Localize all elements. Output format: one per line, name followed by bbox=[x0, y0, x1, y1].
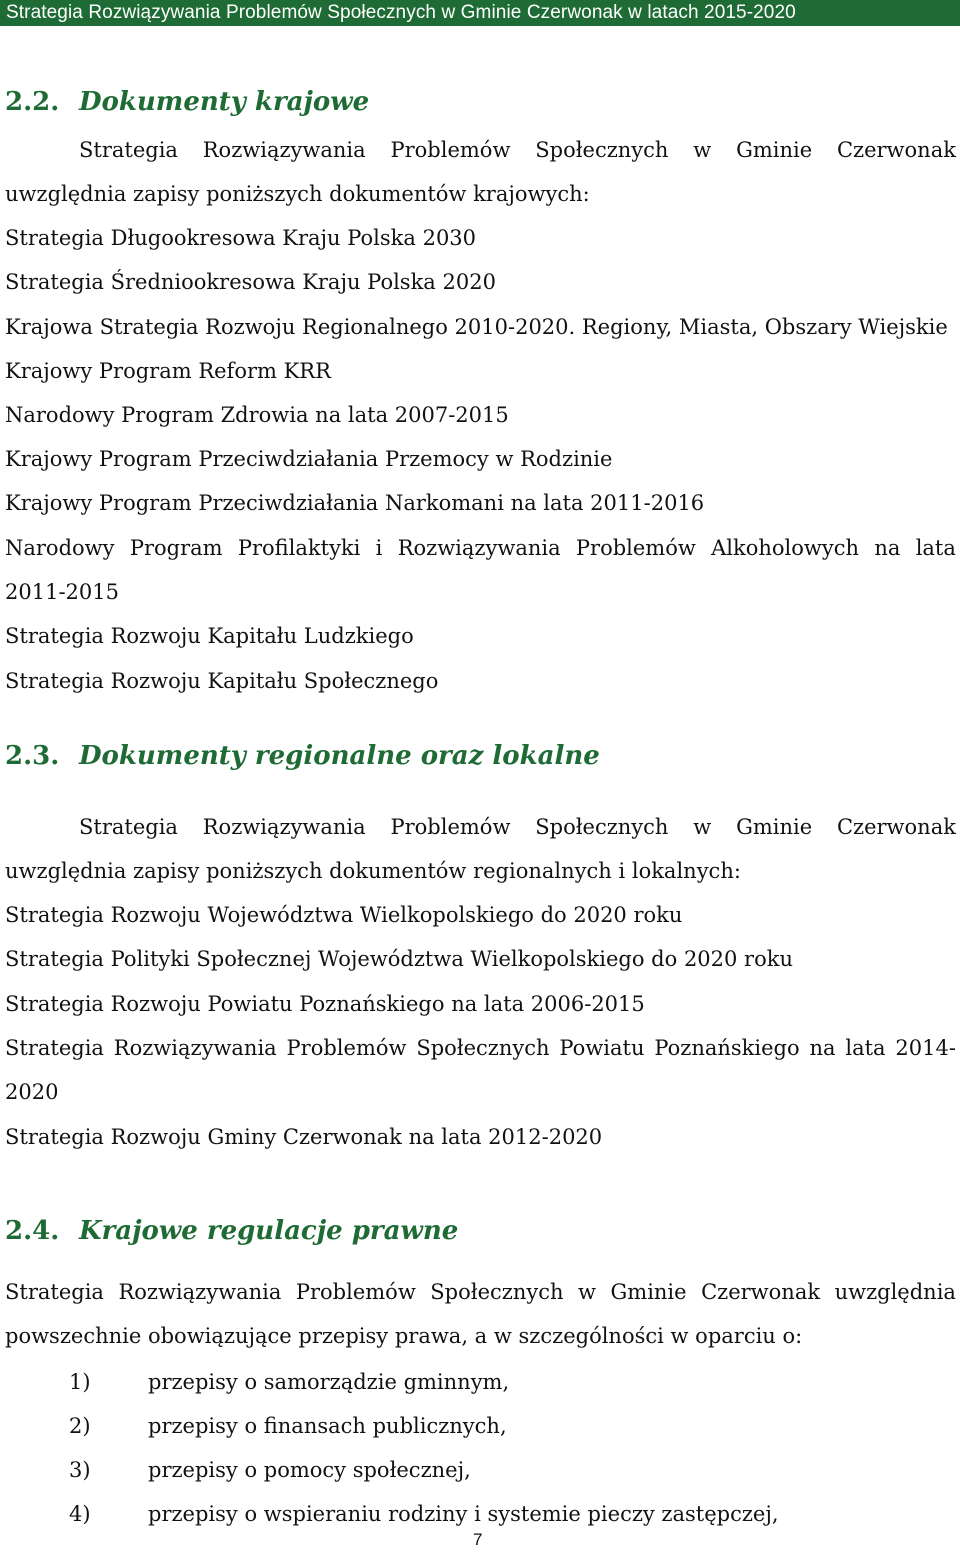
word: Strategia bbox=[79, 815, 178, 839]
word: Rozwiązywania bbox=[118, 1280, 282, 1304]
word: Gminie bbox=[736, 138, 813, 162]
word: Gminie bbox=[736, 815, 813, 839]
intro-line-2: uwzględnia zapisy poniższych dokumentów regionalnych i lokalnych: bbox=[5, 859, 741, 883]
word: Rozwiązywania bbox=[202, 138, 366, 162]
document-item: Strategia Długookresowa Kraju Polska 2030 bbox=[5, 226, 477, 250]
word: Strategia bbox=[5, 1280, 104, 1304]
word: w bbox=[693, 815, 712, 839]
document-item: Krajowy Program Przeciwdziałania Przemocy w Rodzinie bbox=[5, 447, 613, 471]
word: Rozwiązywania bbox=[113, 1036, 277, 1060]
section-title: Dokumenty regionalne oraz lokalne bbox=[79, 741, 600, 771]
document-item: Krajowy Program Przeciwdziałania Narkomani na lata 2011-2016 bbox=[5, 491, 705, 515]
document-item-wrapped-line-2: 2020 bbox=[5, 1080, 59, 1104]
list-number: 1) bbox=[69, 1370, 91, 1394]
section-title: Krajowe regulacje prawne bbox=[79, 1216, 459, 1246]
header-title: Strategia Rozwiązywania Problemów Społecznych w Gminie Czerwonak w latach 2015-2020 bbox=[6, 2, 796, 23]
section-number: 2.3. bbox=[5, 741, 60, 771]
word: Czerwonak bbox=[701, 1280, 821, 1304]
document-item: Strategia Rozwoju Kapitału Społecznego bbox=[5, 669, 439, 693]
word: Rozwiązywania bbox=[397, 536, 561, 560]
page-number: 7 bbox=[473, 1530, 483, 1549]
section-heading-2-2 bbox=[5, 86, 369, 118]
word: Społecznych bbox=[416, 1036, 550, 1060]
word: Strategia bbox=[79, 138, 178, 162]
section-heading-2-3 bbox=[5, 740, 600, 772]
section-number: 2.2. bbox=[5, 87, 60, 117]
list-item: przepisy o pomocy społecznej, bbox=[148, 1458, 471, 1482]
word: Problemów bbox=[390, 138, 511, 162]
word: i bbox=[375, 536, 383, 560]
word: Alkoholowych bbox=[711, 536, 860, 560]
list-item: przepisy o wspieraniu rodziny i systemie pieczy zastępczej, bbox=[148, 1502, 779, 1526]
word: Społecznych bbox=[430, 1280, 564, 1304]
word: Narodowy bbox=[5, 536, 115, 560]
word: Profilaktyki bbox=[237, 536, 361, 560]
document-item: Strategia Średniookresowa Kraju Polska 2020 bbox=[5, 270, 496, 294]
word: Społecznych bbox=[535, 138, 669, 162]
document-item: Strategia Rozwoju Województwa Wielkopolskiego do 2020 roku bbox=[5, 903, 683, 927]
document-item: Krajowy Program Reform KRR bbox=[5, 359, 331, 383]
section-title: Dokumenty krajowe bbox=[79, 87, 370, 117]
document-item: Strategia Rozwoju Powiatu Poznańskiego na lata 2006-2015 bbox=[5, 992, 645, 1016]
document-item: Strategia Rozwoju Gminy Czerwonak na lata 2012-2020 bbox=[5, 1125, 603, 1149]
word: Strategia bbox=[5, 1036, 104, 1060]
document-item: Krajowa Strategia Rozwoju Regionalnego 2010-2020. Regiony, Miasta, Obszary Wiejskie bbox=[5, 315, 948, 339]
word: lata bbox=[845, 1036, 886, 1060]
intro-line-1 bbox=[79, 137, 956, 163]
list-number: 4) bbox=[69, 1502, 91, 1526]
intro-line-2: uwzględnia zapisy poniższych dokumentów krajowych: bbox=[5, 182, 590, 206]
document-item-wrapped-line-1 bbox=[5, 535, 956, 561]
document-item: Strategia Rozwoju Kapitału Ludzkiego bbox=[5, 624, 414, 648]
word: Poznańskiego bbox=[654, 1036, 800, 1060]
word: Czerwonak bbox=[836, 815, 956, 839]
word: lata bbox=[915, 536, 956, 560]
intro-line-2: powszechnie obowiązujące przepisy prawa, a w szczególności w oparciu o: bbox=[5, 1324, 803, 1348]
word: Powiatu bbox=[559, 1036, 645, 1060]
document-item-wrapped-line-1 bbox=[5, 1035, 956, 1061]
word: Społecznych bbox=[535, 815, 669, 839]
document-item: Strategia Polityki Społecznej Województwa Wielkopolskiego do 2020 roku bbox=[5, 947, 793, 971]
intro-line-1 bbox=[5, 1279, 956, 1305]
section-heading-2-4 bbox=[5, 1215, 458, 1247]
word: Problemów bbox=[295, 1280, 416, 1304]
word: w bbox=[578, 1280, 596, 1304]
list-item: przepisy o samorządzie gminnym, bbox=[148, 1370, 510, 1394]
word: na bbox=[874, 536, 901, 560]
word: uwzględnia bbox=[834, 1280, 956, 1304]
word: Rozwiązywania bbox=[202, 815, 366, 839]
word: Problemów bbox=[286, 1036, 407, 1060]
list-item: przepisy o finansach publicznych, bbox=[148, 1414, 507, 1438]
word: w bbox=[693, 138, 712, 162]
word: Gminie bbox=[610, 1280, 687, 1304]
word: Problemów bbox=[390, 815, 511, 839]
header-bar bbox=[0, 0, 960, 26]
document-item: Narodowy Program Zdrowia na lata 2007-2015 bbox=[5, 403, 509, 427]
document-item-wrapped-line-2: 2011-2015 bbox=[5, 580, 119, 604]
list-number: 3) bbox=[69, 1458, 91, 1482]
list-number: 2) bbox=[69, 1414, 91, 1438]
word: na bbox=[809, 1036, 836, 1060]
intro-line-1 bbox=[79, 814, 956, 840]
word: Czerwonak bbox=[836, 138, 956, 162]
word: Problemów bbox=[575, 536, 696, 560]
section-number: 2.4. bbox=[5, 1216, 60, 1246]
word: 2014- bbox=[895, 1036, 956, 1060]
word: Program bbox=[129, 536, 223, 560]
